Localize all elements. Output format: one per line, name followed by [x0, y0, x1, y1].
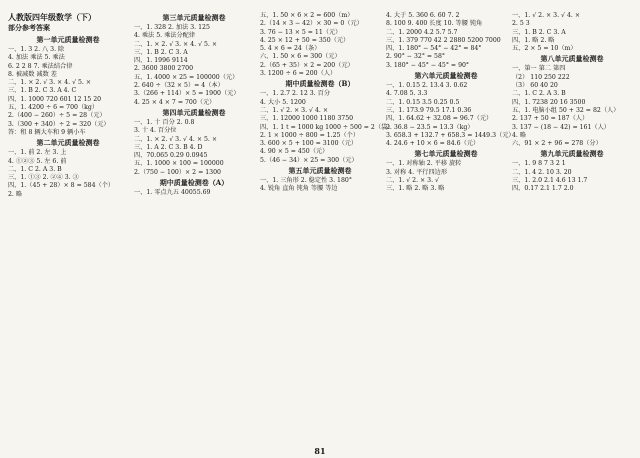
answer-line: 4. ①②③ 5. 左 6. 前 [8, 157, 67, 165]
answer-line: 2. 137 + 50 = 187（人） [512, 115, 589, 123]
section-heading: 第五单元质量检测卷 [288, 166, 352, 176]
section-heading: 第二单元质量检测卷 [36, 138, 100, 148]
answer-line: 4. 略 [512, 131, 527, 139]
answer-line: 答：租 8 辆大车和 9 辆小车 [8, 128, 86, 136]
answer-line: 五、1. 1000 × 100 = 100000 [134, 160, 224, 168]
answer-line: 一、1. 2.7 2. 12 3. 百分 [260, 90, 331, 98]
answer-line: 4. 锐角 直角 钝角 等腰 等边 [260, 185, 338, 193]
answer-line: 3. 对称 4. 平行四边形 [386, 168, 448, 176]
answer-line: 三、1. B 2. C 3. A [134, 48, 188, 56]
answer-line: 8. 被减数 减数 差 [8, 70, 57, 78]
answer-line: 二、1. × 2. √ 3. × 4. √ 5. × [8, 79, 92, 87]
answer-line: 五、2 × 5 = 10（m） [512, 45, 577, 53]
answer-line: 2. 640 ÷（32 × 5）= 4（本） [134, 82, 224, 90]
answer-line: 4. 加法 乘法 5. 乘法 [8, 54, 65, 62]
answer-line: 5.（46 − 34）× 25 = 300（元） [260, 156, 358, 164]
answer-line: 五、1. 电脑小组 50 + 32 = 82（人） [512, 106, 620, 114]
document-subtitle: 部分参考答案 [8, 23, 50, 32]
text-column [512, 12, 632, 444]
answer-line: 二、1. √ 2. × 3. √ 4. × [260, 106, 329, 114]
answer-line: 3. 1200 ÷ 6 = 200（人） [260, 70, 337, 78]
answer-line: 二、1. 2000 4.2 5.7 5.7 [386, 28, 458, 36]
answer-line: 8. 100 9. 400 长度 10. 等腰 钝角 [386, 20, 483, 28]
answer-line: 四、1. 1000 720 601 12 15 20 [8, 95, 102, 103]
answer-line: 四、1. 略 2. 略 [512, 36, 555, 44]
answer-line: 3.（266 + 114）× 5 = 1900（元） [134, 90, 240, 98]
answer-line: 一、1. 9 8 7 3 2 1 [512, 160, 566, 168]
answer-line: 一、1. 3 2. 八 3. 除 [8, 46, 65, 53]
answer-line: 四、1. 1 t = 1000 kg 1000 ÷ 500 = 2（袋） [260, 123, 394, 131]
text-column [8, 12, 128, 444]
answer-line: 5. 4 × 6 = 24（条） [260, 45, 321, 53]
answer-line: 4. 25 × 12 + 50 = 350（元） [260, 36, 350, 44]
answer-line: 2. 36.8 − 23.5 = 13.3（kg） [386, 123, 474, 131]
answer-line: 2. 5 3 [512, 20, 530, 28]
answer-line: 3. 658.3 + 132.7 + 658.3 = 1449.3（元） [386, 131, 515, 139]
answer-line: 2. 90° − 32° = 58° [386, 53, 446, 61]
answer-line: 二、1. √ 2. × 3. √ [386, 177, 439, 185]
answer-line: 四、1.（45 + 28）× 8 = 584（个） [8, 182, 115, 190]
answer-line: 三、1. 12000 1000 1180 3750 [260, 115, 354, 123]
answer-line: 2. 1 × 1000 ÷ 800 = 1.25（个） [260, 131, 360, 139]
section-heading: 第六单元质量检测卷 [414, 71, 478, 81]
section-heading: 期中质量检测卷（A） [159, 178, 229, 188]
answer-line: 五、1. 4000 × 25 = 100000（元） [134, 73, 239, 81]
answer-line: 3. 十 4. 百分位 [134, 127, 177, 135]
answer-line: 一、第一 第二 第四 [512, 65, 566, 73]
answer-line: 四、1. 1996 9114 [134, 57, 188, 65]
answer-line: 3. 76 − 13 × 5 = 11（元） [260, 28, 342, 36]
answer-line: 4. 25 × 4 × 7 = 700（元） [134, 98, 216, 106]
answer-line: 四、70.065 0.29 0.0945 [134, 152, 208, 160]
answer-line: 二、1. × 2. √ 3. × 4. √ 5. × [134, 40, 218, 48]
answer-line: 4. 乘法 5. 乘法分配律 [134, 32, 196, 40]
answer-line: 4. 90 × 5 = 450（元） [260, 148, 329, 156]
answer-line: 六、1. 50 × 6 = 300（元） [260, 53, 341, 61]
answer-line: 六、91 × 2 + 96 = 278（分） [512, 140, 602, 148]
section-heading: 期中质量检测卷（B） [285, 79, 355, 89]
answer-line: 一、1. 0.15 2. 13.4 3. 0.62 [386, 82, 468, 90]
answer-line: 四、1. 64.62 + 32.08 = 96.7（元） [386, 115, 493, 123]
answer-line: 2.（65 + 35）× 2 = 200（元） [260, 61, 354, 69]
answer-line: 二、1. × 2. √ 3. √ 4. × 5. × [134, 135, 218, 143]
answer-line: 一、1. 328 2. 加法 3. 125 [134, 24, 210, 31]
answer-line: 一、1. 前 2. 左 3. 上 [8, 149, 67, 157]
section-heading: 第七单元质量检测卷 [414, 149, 478, 159]
answer-line: 3. 600 × 5 + 100 = 3100（元） [260, 140, 358, 148]
answer-line: 三、1. 173.9 79.5 17.1 0.36 [386, 106, 472, 114]
answer-line: 二、1. 4 2. 10 3. 20 [512, 168, 572, 176]
answer-line: 四、0.17 2.1 1.7 2.0 [512, 185, 574, 193]
answer-line: 五、1. 50 × 6 × 2 = 600（m） [260, 12, 354, 19]
answer-line: 四、1. 180° − 54° − 42° = 84° [386, 45, 482, 53]
document-title: 人教版四年级数学（下） [8, 12, 96, 22]
answer-line: 三、1. 略 2. 略 3. 略 [386, 185, 445, 193]
answer-line: 4. 7.08 5. 3.3 [386, 90, 428, 98]
answer-line: 一、1. 零点九五 40055.69 [134, 189, 211, 197]
answer-line: 五、1. 4200 ÷ 6 = 700（kg） [8, 104, 99, 112]
section-heading: 第四单元质量检测卷 [162, 107, 226, 117]
answer-line: 三、1. B 2. C 3. A [512, 28, 566, 36]
section-heading: 第九单元质量检测卷 [540, 149, 604, 159]
answer-line: 4. 大小 5. 1200 [260, 98, 306, 106]
answer-line: 一、1. √ 2. × 3. √ 4. × [512, 12, 581, 19]
answer-line: 三、1. B 2. C 3. A 4. C [8, 87, 77, 95]
answer-line: （2） 110 250 222 [512, 73, 570, 81]
answer-line: 2. 3600 3800 2700 [134, 65, 194, 73]
answer-line: 2.（14 × 3 − 42）× 30 = 0（元） [260, 20, 363, 28]
answer-line: 一、1. 三角形 2. 稳定性 3. 180° [260, 177, 352, 185]
section-heading: 第八单元质量检测卷 [540, 54, 604, 64]
answer-line: 3. 180° − 45° − 45° = 90° [386, 61, 470, 69]
page-number: 81 [314, 446, 326, 456]
answer-line: （3） 60 40 20 [512, 82, 558, 90]
answer-line: 一、1. 对称轴 2. 平移 旋转 [386, 160, 462, 168]
answer-line: 一、1. 十 百分 2. 0.8 [134, 118, 195, 126]
answer-line: 2. 略 [8, 190, 23, 198]
answer-line: 3. 137 − (18 − 42) = 161（人） [512, 123, 610, 131]
answer-line: 二、1. C 2. A 3. B [512, 90, 566, 98]
answer-line: 3.（300 + 340）÷ 2 = 320（元） [8, 120, 110, 128]
answer-line: 三、1. ①③ 2. ②④ 3. ③ [8, 174, 79, 182]
section-heading: 第一单元质量检测卷 [36, 35, 100, 44]
answer-line: 4. 24.6 + 10 × 6 = 84.6（元） [386, 140, 480, 148]
answer-line: 三、1. A 2. C 3. B 4. D [134, 143, 203, 151]
answer-line: 2.（400 − 260）÷ 5 = 28（元） [8, 112, 106, 120]
answer-line: 4. 大于 5. 360 6. 60 7. 2 [386, 12, 460, 19]
answer-line: 二、1. 0.15 3.5 0.25 0.5 [386, 98, 460, 106]
answer-line: 二、1. C 2. A 3. B [8, 165, 62, 173]
answer-line: 三、1. 2.0 2.1 4.6 13 1.7 [512, 177, 588, 185]
text-column [260, 12, 394, 444]
answer-line: 6. 2 2 8 7. 乘法结合律 [8, 62, 73, 70]
answer-line: 2.（750 − 100）× 2 = 1300 [134, 168, 221, 176]
text-column [134, 12, 254, 444]
answer-line: 四、1. 7238 20 16 3500 [512, 98, 586, 106]
answer-line: 三、1. 379 770 42 2 2880 5200 7000 [386, 36, 501, 44]
section-heading: 第三单元质量检测卷 [162, 13, 226, 22]
text-column [386, 12, 515, 444]
